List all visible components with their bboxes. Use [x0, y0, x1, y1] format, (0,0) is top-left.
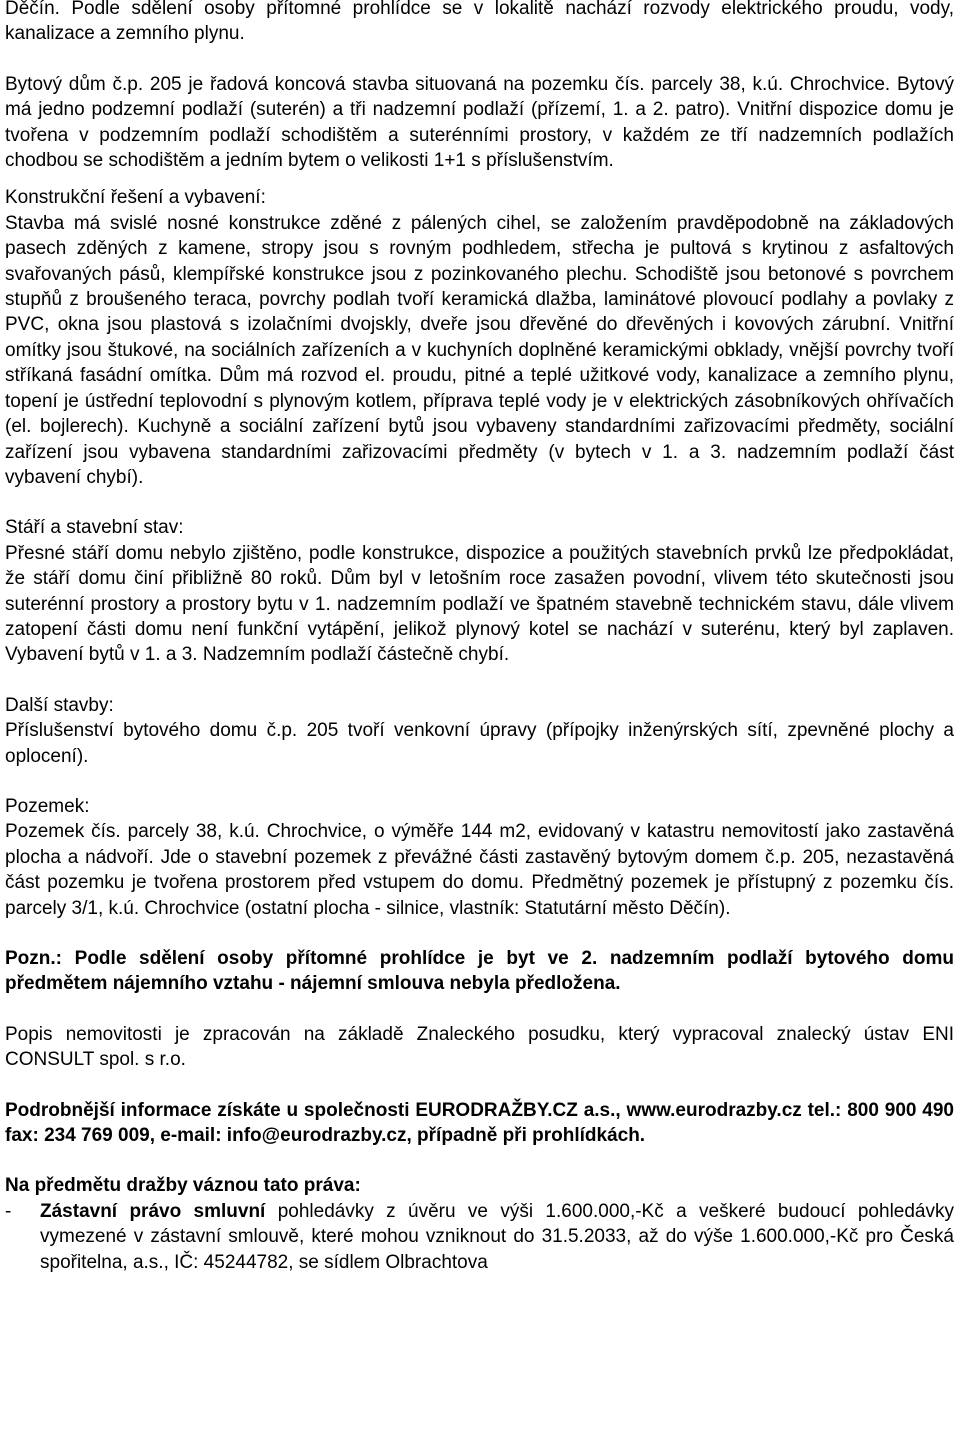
building-description: Bytový dům č.p. 205 je řadová koncová stavba situovaná na pozemku čís. parcely 38, k.ú. Chrochvice. Bytový má jedno podzemní podlaží (suterén) a tři nadzemní podlaží (přízemí, 1. a 2. patro). Vnitřní dispozice domu je tvořena v podzemním podlaží schodištěm a suterénními prostory, v každém ze tří nadzemních podlažích chodbou se schodištěm a jedním bytem o velikosti 1+1 s příslušenstvím.: [5, 73, 954, 172]
spacer: [5, 173, 954, 185]
list-item-content: [40, 1199, 954, 1275]
construction-text: Stavba má svislé nosné konstrukce zděné z pálených cihel, se založením pravděpodobně na základových pasech zděných z kamene, stropy jsou s rovným podhledem, střecha je pultová s krytinou z asfaltových svařovaných pásů, klempířské konstrukce jsou z pozinkovaného plechu. Schodiště jsou betonové s povrchem stupňů z broušeného teraca, povrchy podlah tvoří keramická dlažba, laminátové plovoucí podlahy a povlaky z PVC, okna jsou plastová s izolačními dvojskly, dveře jsou dřevěné do dřevěných i kovových zárubní. Vnitřní omítky jsou štukové, na sociálních zařízeních a v kuchyních doplněné keramickými obklady, vnější povrchy tvoří stříkaná fasádní omítka. Dům má rozvod el. proudu, pitné a teplé užitkové vody, kanalizace a zemního plynu, topení je ústřední teplovodní s plynovým kotlem, příprava teplé vody je v elektrických zásobníkových ohřívačích (el. bojlerech). Kuchyně a sociální zařízení bytů jsou vybaveny standardními zařizovacími předměty, sociální zařízení jsou vybavena standardními zařizovacími předměty (v bytech v 1. a 3. nadzemním podlaží část vybavení chybí).: [5, 212, 954, 488]
spacer: [5, 1073, 954, 1098]
spacer: [5, 490, 954, 515]
land-section: [5, 794, 954, 921]
spacer: [5, 668, 954, 693]
intro-paragraph: Děčín. Podle sdělení osoby přítomné prohlídce se v lokalitě nachází rozvody elektrického proudu, vody, kanalizace a zemního plynu.: [5, 0, 954, 45]
spacer: [5, 921, 954, 946]
other-buildings-text: Příslušenství bytového domu č.p. 205 tvoří venkovní úpravy (přípojky inženýrských sítí, zpevněné plochy a oplocení).: [5, 720, 954, 767]
spacer: [5, 47, 954, 72]
land-heading: Pozemek:: [5, 795, 90, 817]
construction-section: [5, 185, 954, 490]
age-text: Přesné stáří domu nebylo zjištěno, podle konstrukce, dispozice a použitých stavebních prvků lze předpokládat, že stáří domu činí přibližně 80 roků. Dům byl v letošním roce zasažen povodní, vlivem této skutečnosti jsou suterénní prostory a prostory bytu v 1. nadzemním podlaží ve špatném stavebně technickém stavu, dále vlivem zatopení části domu není funkční vytápění, jelikož plynový kotel se nachází v suterénu, který byl zaplaven. Vybavení bytů v 1. a 3. Nadzemním podlaží částečně chybí.: [5, 542, 954, 666]
list-item: [5, 1199, 954, 1275]
spacer: [5, 769, 954, 794]
list-item-label: Zástavní právo smluvní: [40, 1200, 266, 1222]
age-section: [5, 515, 954, 667]
list-item-text: pohledávky z úvěru ve výši 1.600.000,-Kč a veškeré budoucí pohledávky vymezené v zástavní smlouvě, které mohou vzniknout do 31.5.2033, až do výše 1.600.000,-Kč pro Česká spořitelna, a.s., IČ: 45244782, se sídlem Olbrachtova: [40, 1200, 954, 1273]
note-paragraph: Pozn.: Podle sdělení osoby přítomné prohlídce je byt ve 2. nadzemním podlaží bytového domu předmětem nájemního vztahu - nájemní smlouva nebyla předložena.: [5, 948, 954, 995]
construction-heading: Konstrukční řešení a vybavení:: [5, 187, 266, 209]
spacer: [5, 997, 954, 1022]
contact-paragraph: Podrobnější informace získáte u společnosti EURODRAŽBY.CZ a.s., www.eurodrazby.cz tel.: 800 900 490 fax: 234 769 009, e-mail: info@eurodrazby.cz, případně při prohlídkách.: [5, 1099, 954, 1147]
rights-heading: Na předmětu dražby váznou tato práva:: [5, 1175, 361, 1197]
other-buildings-section: [5, 693, 954, 769]
spacer: [5, 1148, 954, 1173]
document-page: [5, 0, 954, 1275]
list-bullet: -: [5, 1200, 12, 1222]
other-buildings-heading: Další stavby:: [5, 694, 114, 716]
land-text: Pozemek čís. parcely 38, k.ú. Chrochvice, o výměře 144 m2, evidovaný v katastru nemovitostí jako zastavěná plocha a nádvoří. Jde o stavební pozemek z převážné části zastavěný bytovým domem č.p. 205, nezastavěná část pozemku je tvořena prostorem před vstupem do domu. Předmětný pozemek je přístupný z pozemku čís. parcely 3/1, k.ú. Chrochvice (ostatní plocha - silnice, vlastník: Statutární město Děčín).: [5, 821, 954, 919]
age-heading: Stáří a stavební stav:: [5, 517, 184, 539]
source-paragraph: Popis nemovitosti je zpracován na základě Znaleckého posudku, který vypracoval znalecký ústav ENI CONSULT spol. s r.o.: [5, 1023, 954, 1071]
rights-section: [5, 1173, 954, 1275]
